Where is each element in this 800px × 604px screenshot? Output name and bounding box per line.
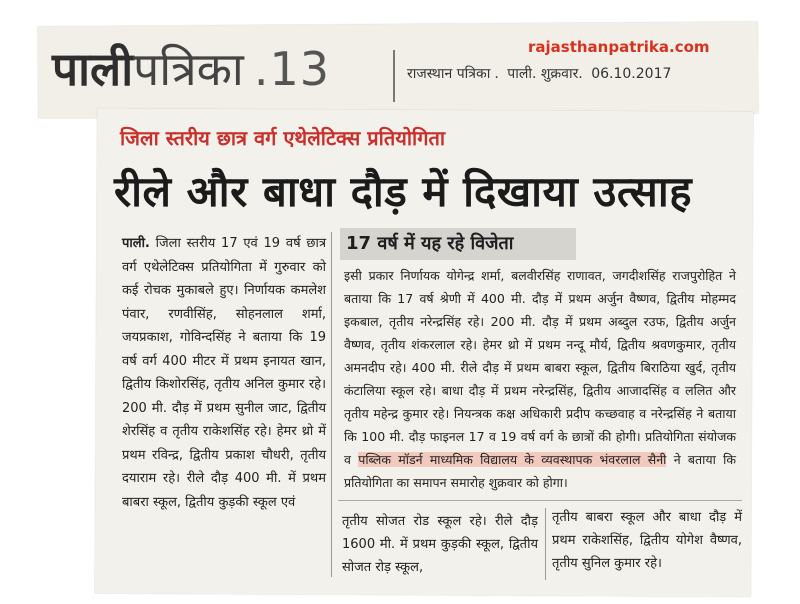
left-column-body: जिला स्तरीय 17 एवं 19 वर्ष छात्र वर्ग एथेलेटिक्स प्रतियोगिता में गुरुवार को कई रोचक मुकाबले हुए। निर्णायक कमलेश पंवार, रणवीसिंह, सोहनलाल शर्मा, जयप्रकाश, गोविन्दसिंह ने बताया कि 19 वर्ष वर्ग 400 मीटर में प्रथम इनायत खान, द्वितीय किशोरसिंह, तृतीय अनिल कुमार रहे। 200 मी. दौड़ में प्रथम सुनील जाट, द्वितीय शेरसिंह व तृतीय राकेशसिंह रहे। हेमर थ्रो में प्रथम रविन्द्र, द्वितीय प्रकाश चौधरी, तृतीय दयाराम रहे। रीले दौड़ 400 मी. में प्रथम बाबरा स्कूल, द्वितीय कुड़की स्कूल एवं bbox=[122, 236, 326, 510]
site-url: rajasthanpatrika.com bbox=[528, 38, 710, 56]
article-kicker: जिला स्तरीय छात्र वर्ग एथेलेटिक्स प्रतियोगिता bbox=[120, 126, 446, 150]
dateline-separator: . bbox=[494, 66, 499, 82]
issue-date: 06.10.2017 bbox=[591, 66, 672, 82]
dateline-place: पाली. bbox=[122, 236, 150, 251]
paper-name: राजस्थान पत्रिका bbox=[407, 66, 491, 82]
winners-body-text: इसी प्रकार निर्णायक योगेन्द्र शर्मा, बलवीरसिंह राणावत, जगदीशसिंह राजपुरोहित ने बताया कि 17 वर्ष श्रेणी में 400 मी. दौड़ में प्रथम अर्जुन वैष्णव, द्वितीय मोहम्मद इकबाल, तृतीय नरेन्द्रसिंह रहे। 200 मी. दौड़ में प्रथम अब्दुल रउफ, द्वितीय अर्जुन वैष्णव, तृतीय शंकरलाल रहे। हेमर थ्रो में प्रथम नन्दू मौर्य, द्वितीय श्रवणकुमार, तृतीय अमनदीप रहे। 400 मी. रीले दौड़ में प्रथम बाबरा स्कूल, द्वितीय बिराठिया खुर्द, तृतीय कंटालिया स्कूल रहे। बाधा दौड़ में प्रथम नरेन्द्रसिंह, द्वितीय आजादसिंह व ललित और तृतीय महेन्द्र कुमार रहे। नियन्त्रक कक्ष अधिकारी प्रदीप कच्छवाह व नरेन्द्रसिंह ने बताया कि 100 मी. दौड़ फाइनल 17 व 19 वर्ष वर्ग के छात्रों की होगी। प्रतियोगिता संयोजक व bbox=[344, 268, 736, 467]
masthead-divider bbox=[393, 50, 395, 102]
article-headline: रीले और बाधा दौड़ में दिखाया उत्साह bbox=[114, 167, 692, 216]
masthead-title-bold: पाली bbox=[52, 42, 134, 96]
masthead-title bbox=[52, 44, 330, 94]
middle-column: तृतीय सोजत रोड स्कूल रहे। रीले दौड़ 1600 मी. में प्रथम कुड़की स्कूल, द्वितीय सोजत रोड़ स्कूल, bbox=[342, 514, 538, 575]
left-column bbox=[122, 232, 326, 514]
page-number: .13 bbox=[253, 42, 330, 96]
right-column: तृतीय बाबरा स्कूल और बाधा दौड़ में प्रथम राकेशसिंह, द्वितीय योगेश वैष्णव, तृतीय सुनिल कुमार रहे। bbox=[552, 510, 742, 571]
masthead-title-light: पत्रिका bbox=[133, 42, 244, 96]
city-day: पाली. शुक्रवार. bbox=[507, 66, 583, 82]
winners-divider bbox=[338, 500, 742, 501]
winners-body-end: ने बताया कि प्रतियोगिता का समापन समारोह शुक्रवार को होगा। bbox=[344, 452, 736, 490]
column-divider bbox=[331, 232, 332, 577]
highlighted-text: पब्लिक मॉडर्न माध्यमिक विद्यालय के व्यवस्थापक भंवरलाल सैनी bbox=[358, 452, 667, 467]
dateline bbox=[407, 64, 675, 83]
winners-body bbox=[344, 264, 736, 494]
winners-heading: 17 वर्ष में यह रहे विजेता bbox=[340, 228, 576, 260]
column-divider-2 bbox=[545, 508, 546, 580]
